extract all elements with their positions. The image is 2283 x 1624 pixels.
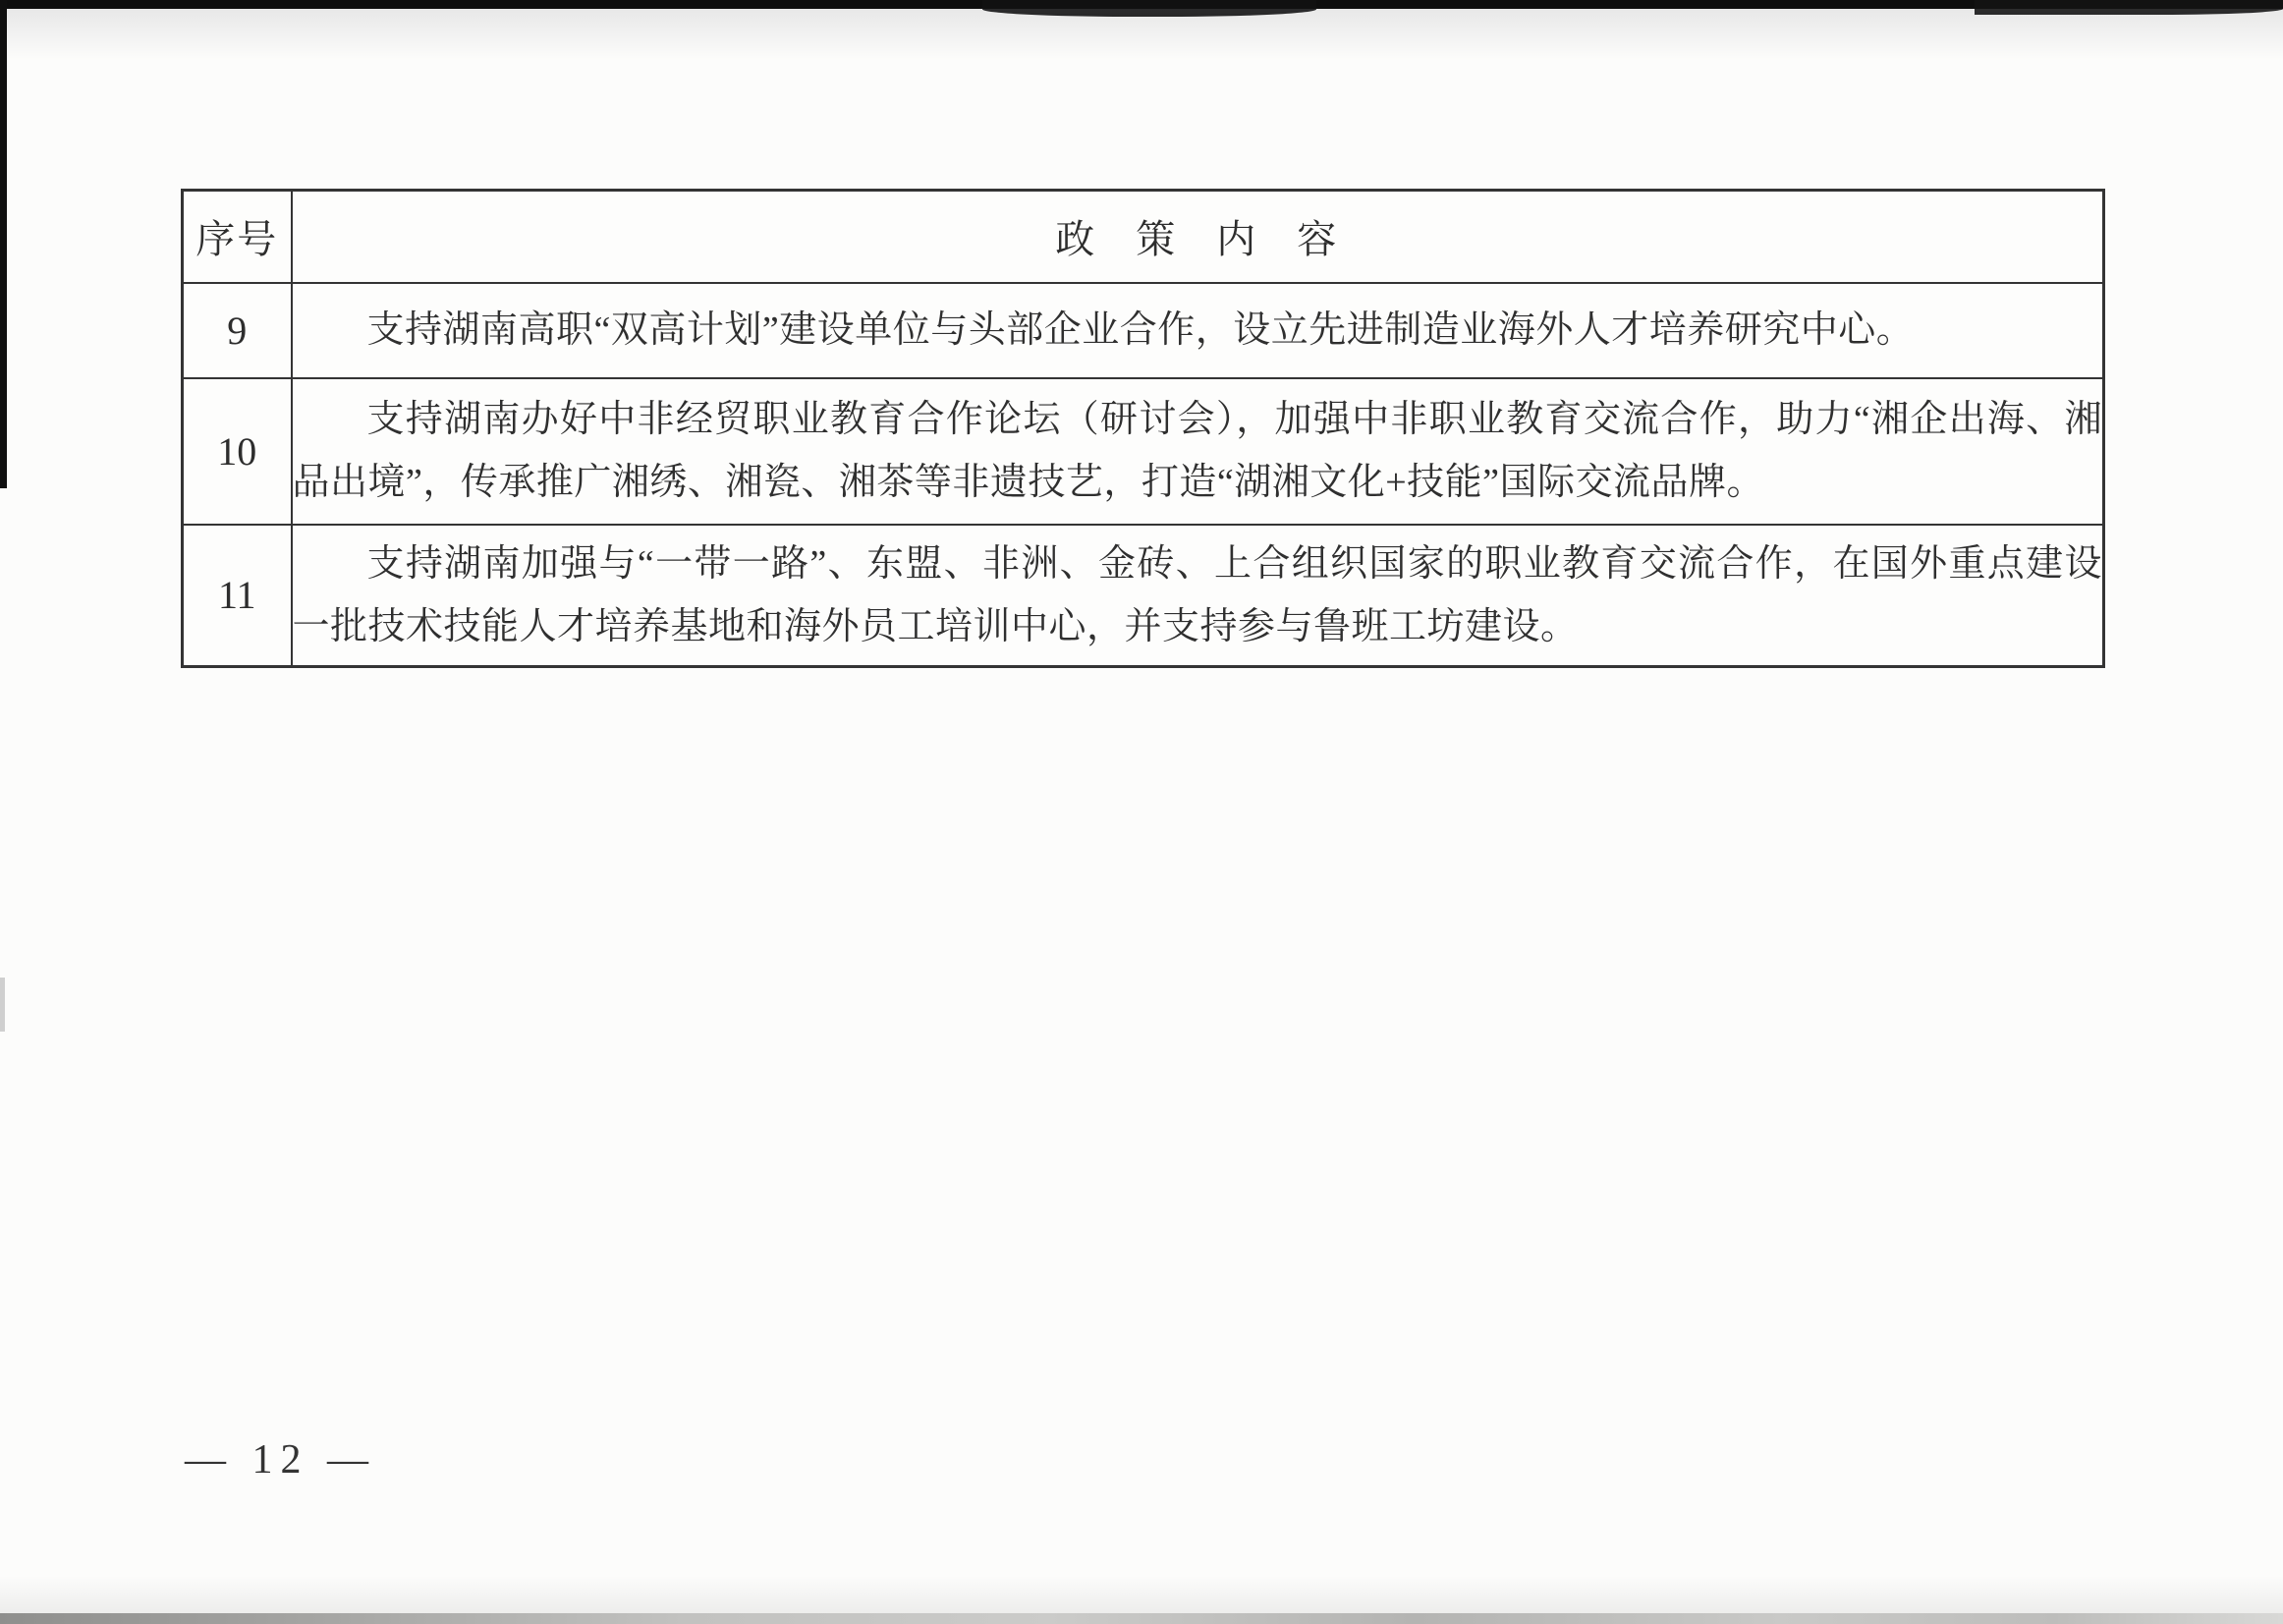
row-content-cell [292, 525, 2104, 667]
header-cell-policy-content: 政 策 内 容 [292, 191, 2104, 283]
scan-noise-top [0, 9, 2283, 60]
scan-artifact-left [0, 978, 5, 1032]
row-content-cell [292, 378, 2104, 525]
scan-edge-bottom [0, 1613, 2283, 1624]
row-number-cell: 11 [183, 525, 292, 667]
policy-table [181, 189, 2105, 668]
row-number-cell: 9 [183, 283, 292, 378]
scan-edge-left [0, 0, 7, 488]
table-row [183, 525, 2104, 667]
scan-noise-bottom [0, 1576, 2283, 1613]
table-row [183, 283, 2104, 378]
page-number: — 12 — [185, 1437, 376, 1483]
row-content-cell [292, 283, 2104, 378]
policy-text: 支持湖南办好中非经贸职业教育合作论坛（研讨会），加强中非职业教育交流合作，助力“湘企出海、湘品出境”，传承推广湘绣、湘瓷、湘茶等非遗技艺，打造“湖湘文化+技能”国际交流品牌。 [292, 399, 2102, 503]
policy-text: 支持湖南高职“双高计划”建设单位与头部企业合作，设立先进制造业海外人才培养研究中心。 [366, 309, 1915, 351]
row-number-cell: 10 [183, 378, 292, 525]
table-row [183, 378, 2104, 525]
policy-text: 支持湖南加强与“一带一路”、东盟、非洲、金砖、上合组织国家的职业教育交流合作，在国外重点建设一批技术技能人才培养基地和海外员工培训中心，并支持参与鲁班工坊建设。 [292, 542, 2102, 647]
table-header-row [183, 191, 2104, 283]
header-cell-serial-number: 序号 [183, 191, 292, 283]
